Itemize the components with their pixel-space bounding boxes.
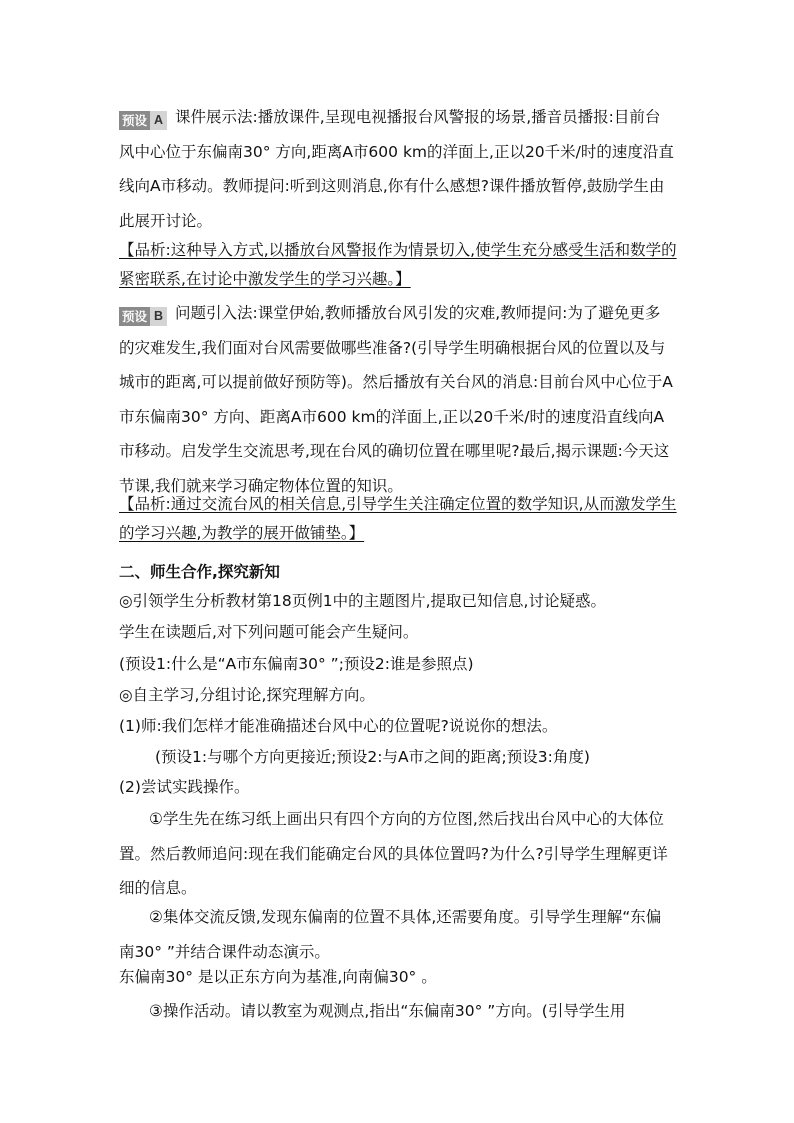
preset-b-badge bbox=[119, 307, 167, 326]
section-line-9: ③操作活动。请以教室为观测点,指出“东偏南30° ”方向。(引导学生用 bbox=[149, 1002, 626, 1020]
section-line-8: 东偏南30° 是以正东方向为基准,向南偏30° 。 bbox=[119, 968, 437, 986]
section-line-7: (2)尝试实践操作。 bbox=[119, 778, 250, 796]
section-line-3: (预设1:什么是“A市东偏南30° ”;预设2:谁是参照点) bbox=[119, 655, 474, 673]
preset-b-badge-label: 预设 bbox=[119, 307, 150, 326]
preset-a-badge-letter: A bbox=[150, 111, 167, 130]
section-line-4: ◎自主学习,分组讨论,探究理解方向。 bbox=[119, 686, 375, 704]
section-line-5: (1)师:我们怎样才能准确描述台风中心的位置呢?说说你的想法。 bbox=[119, 717, 558, 735]
section-paragraph-1: ①学生先在练习纸上画出只有四个方向的方位图,然后找出台风中心的大体位置。然后教师追问:现在我们能确定台风的具体位置吗?为什么?引导学生理解更详细的信息。 bbox=[119, 810, 668, 897]
section-line-1: ◎引领学生分析教材第18页例1中的主题图片,提取已知信息,讨论疑惑。 bbox=[119, 592, 606, 610]
preset-a-paragraph bbox=[119, 100, 675, 238]
section-paragraph-2: ②集体交流反馈,发现东偏南的位置不具体,还需要角度。引导学生理解“东偏南30° ”并结合课件动态演示。 bbox=[119, 908, 662, 961]
preset-b-comment: 【品析:通过交流台风的相关信息,引导学生关注确定位置的数学知识,从而激发学生的学习兴趣,为教学的展开做铺垫。】 bbox=[119, 495, 677, 542]
preset-a-text: 课件展示法:播放课件,呈现电视播报台风警报的场景,播音员播报:目前台风中心位于东偏南30° 方向,距离A市600 km的洋面上,正以20千米/时的速度沿直线向A市移动。教师提问:听到这则消息,你有什么感想?课件播放暂停,鼓励学生由此展开讨论。 bbox=[119, 108, 674, 230]
section-line-6: (预设1:与哪个方向更接近;预设2:与A市之间的距离;预设3:角度) bbox=[155, 748, 590, 766]
preset-b-paragraph bbox=[119, 296, 675, 503]
preset-b-text: 问题引入法:课堂伊始,教师播放台风引发的灾难,教师提问:为了避免更多的灾难发生,我们面对台风需要做哪些准备?(引导学生明确根据台风的位置以及与城市的距离,可以提前做好预防等)。然后播放有关台风的消息:目前台风中心位于A市东偏南30° 方向、距离A市600 km的洋面上,正以20千米/时的速度沿直线向A市移动。启发学生交流思考,现在台风的确切位置在哪里呢?最后,揭示课题:今天这节课,我们就来学习确定物体位置的知识。 bbox=[119, 304, 673, 495]
preset-a-comment: 【品析:这种导入方式,以播放台风警报作为情景切入,使学生充分感受生活和数学的紧密联系,在讨论中激发学生的学习兴趣。】 bbox=[119, 241, 677, 288]
preset-a-badge bbox=[119, 111, 167, 130]
section-heading: 二、师生合作,探究新知 bbox=[119, 563, 280, 581]
section-line-2: 学生在读题后,对下列问题可能会产生疑问。 bbox=[119, 623, 419, 641]
preset-a-badge-label: 预设 bbox=[119, 111, 150, 130]
preset-b-badge-letter: B bbox=[150, 307, 167, 326]
